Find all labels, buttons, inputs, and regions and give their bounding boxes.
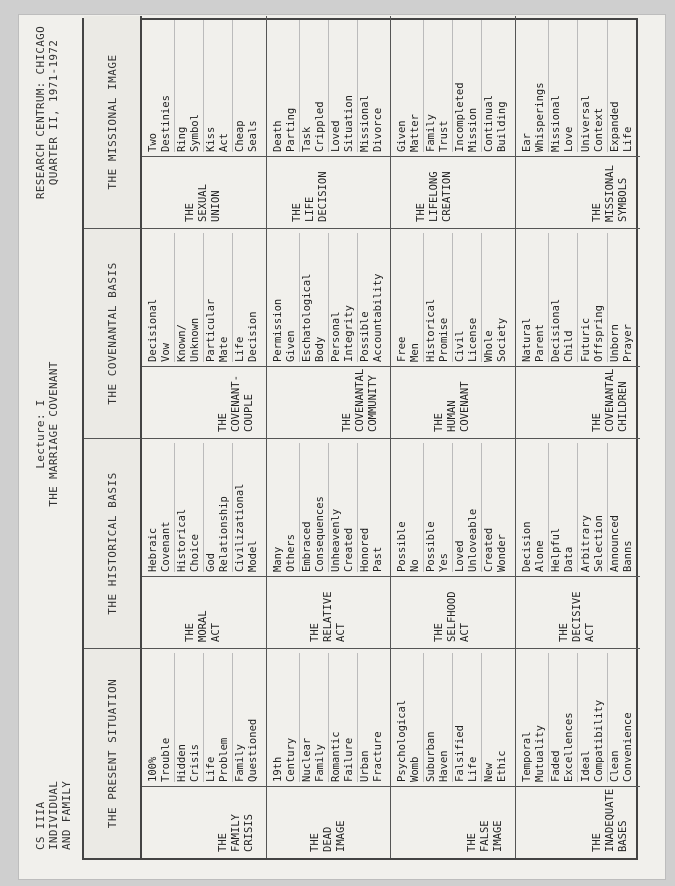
list-item: New Ethic xyxy=(483,750,509,782)
list-item: Eschatological Body xyxy=(300,233,329,362)
scanned-page xyxy=(18,14,666,880)
list-item: Possible Accountability xyxy=(358,273,384,362)
row-4-col-2-items xyxy=(516,438,641,576)
list-item: Death Parting xyxy=(271,20,300,152)
list-item: Task Crippled xyxy=(300,20,329,152)
list-item: Helpful Data xyxy=(549,443,578,572)
row-2-col-1-items xyxy=(267,648,392,786)
location-header xyxy=(34,26,60,199)
list-item: Decisional Vow xyxy=(146,233,175,362)
row-2-col-1-label: THE DEAD IMAGE xyxy=(267,786,392,858)
row-4-col-1-label: THE INADEQUATE BASES xyxy=(516,786,641,858)
list-item: Loved Unloveable xyxy=(453,443,482,572)
list-item: Temporal Mutuality xyxy=(520,653,549,782)
rotated-document xyxy=(28,14,648,864)
row-2-col-3-label: THE COVENANTAL COMMUNITY xyxy=(267,366,392,438)
lecture-header xyxy=(34,314,60,554)
list-item: Family Trust xyxy=(424,20,453,152)
list-item: Nuclear Family xyxy=(300,653,329,782)
list-item: Unborn Prayer xyxy=(609,324,634,362)
list-item: Natural Parent xyxy=(520,233,549,362)
column-header-covenantal-basis: THE COVENANTAL BASIS xyxy=(84,228,142,438)
list-item: Created Wonder xyxy=(483,527,509,572)
list-item: Embraced Consequences xyxy=(300,443,329,572)
list-item: Faded Excellences xyxy=(549,653,578,782)
list-item: Two Destinies xyxy=(146,20,175,152)
course-header xyxy=(34,781,73,850)
row-2-col-4-items xyxy=(267,16,392,156)
row-1-col-3-items xyxy=(142,228,267,366)
row-2-col-2-items xyxy=(267,438,392,576)
list-item: Continual Building xyxy=(483,95,509,152)
list-item: Missional Love xyxy=(549,20,578,152)
list-item: Historical Choice xyxy=(175,443,204,572)
list-item: Universal Context xyxy=(579,20,608,152)
list-item: Personal Integrity xyxy=(329,233,358,362)
list-item: Hidden Crisis xyxy=(175,653,204,782)
list-item: Clean Convenience xyxy=(609,712,634,782)
list-item: God Relationship xyxy=(204,443,233,572)
row-4-col-3-label: THE COVENANTAL CHILDREN xyxy=(516,366,641,438)
list-item: Falsified Life xyxy=(453,653,482,782)
list-item: Hebraic Covenant xyxy=(146,443,175,572)
row-3-col-3-items xyxy=(391,228,516,366)
list-item: Whole Society xyxy=(483,317,509,362)
list-item: Kiss Act xyxy=(204,20,233,152)
list-item: Given Matter xyxy=(395,20,424,152)
row-2-col-3-items xyxy=(267,228,392,366)
list-item: 100% Trouble xyxy=(146,653,175,782)
row-4-col-1-items xyxy=(516,648,641,786)
list-item: 19th Century xyxy=(271,653,300,782)
row-3-col-1-label: THE FALSE IMAGE xyxy=(391,786,516,858)
list-item: Permission Given xyxy=(271,233,300,362)
row-4-col-4-items xyxy=(516,16,641,156)
list-item: Psychological Womb xyxy=(395,653,424,782)
row-1-col-1-items xyxy=(142,648,267,786)
research-centrum: RESEARCH CENTRUM: CHICAGO xyxy=(34,26,47,200)
list-item: Possible No xyxy=(395,443,424,572)
lecture-number: Lecture: I xyxy=(34,399,47,469)
list-item: Life Problem xyxy=(204,653,233,782)
list-item: Arbitrary Selection xyxy=(579,443,608,572)
row-1-col-4-items xyxy=(142,16,267,156)
list-item: Futuric Offspring xyxy=(579,233,608,362)
course-title-line2: AND FAMILY xyxy=(60,780,73,850)
list-item: Decisional Child xyxy=(549,233,578,362)
list-item: Known/ Unknown xyxy=(175,233,204,362)
row-4-col-2-label: THE DECISIVE ACT xyxy=(516,576,641,648)
list-item: Free Men xyxy=(395,233,424,362)
row-3-col-2-items xyxy=(391,438,516,576)
list-item: Ear Whisperings xyxy=(520,20,549,152)
list-item: Romantic Failure xyxy=(329,653,358,782)
list-item: Life Decision xyxy=(234,311,260,362)
list-item: Announced Banns xyxy=(609,515,634,572)
course-code: CS IIIA xyxy=(34,801,47,850)
course-title-line1: INDIVIDUAL xyxy=(47,780,60,850)
list-item: Many Others xyxy=(271,443,300,572)
list-item: Loved Situation xyxy=(329,20,358,152)
list-item: Ideal Compatibility xyxy=(579,653,608,782)
list-item: Expanded Life xyxy=(609,101,634,152)
list-item: Decision Alone xyxy=(520,443,549,572)
column-header-missional-image: THE MISSIONAL IMAGE xyxy=(84,16,142,228)
row-3-col-4-label: THE LIFELONG CREATION xyxy=(391,156,516,228)
list-item: Cheap Seals xyxy=(234,120,260,152)
row-1-col-2-label: THE MORAL ACT xyxy=(142,576,267,648)
list-item: Particular Mate xyxy=(204,233,233,362)
list-item: Possible Yes xyxy=(424,443,453,572)
column-header-historical-basis: THE HISTORICAL BASIS xyxy=(84,438,142,648)
list-item: Urban Fracture xyxy=(358,731,384,782)
row-4-col-4-label: THE MISSIONAL SYMBOLS xyxy=(516,156,641,228)
list-item: Civilizational Model xyxy=(234,483,260,572)
row-3-col-3-label: THE HUMAN COVENANT xyxy=(391,366,516,438)
list-item: Incompleted Mission xyxy=(453,20,482,152)
row-3-col-2-label: THE SELFHOOD ACT xyxy=(391,576,516,648)
list-item: Suburban Haven xyxy=(424,653,453,782)
list-item: Missional Divorce xyxy=(358,95,384,152)
list-item: Historical Promise xyxy=(424,233,453,362)
list-item: Ring Symbol xyxy=(175,20,204,152)
row-3-col-4-items xyxy=(391,16,516,156)
row-1-col-4-label: THE SEXUAL UNION xyxy=(142,156,267,228)
row-1-col-2-items xyxy=(142,438,267,576)
row-1-col-1-label: THE FAMILY CRISIS xyxy=(142,786,267,858)
list-item: Honored Past xyxy=(358,527,384,572)
lecture-chart-table xyxy=(82,18,638,860)
lecture-title: THE MARRIAGE COVENANT xyxy=(47,361,60,507)
row-4-col-3-items xyxy=(516,228,641,366)
list-item: Civil License xyxy=(453,233,482,362)
list-item: Unheavenly Created xyxy=(329,443,358,572)
column-header-present-situation: THE PRESENT SITUATION xyxy=(84,648,142,858)
quarter-date: QUARTER II, 1971-1972 xyxy=(47,39,60,186)
row-3-col-1-items xyxy=(391,648,516,786)
list-item: Family Questioned xyxy=(234,718,260,782)
row-2-col-2-label: THE RELATIVE ACT xyxy=(267,576,392,648)
row-1-col-3-label: THE COVENANT- COUPLE xyxy=(142,366,267,438)
row-2-col-4-label: THE LIFE DECISION xyxy=(267,156,392,228)
